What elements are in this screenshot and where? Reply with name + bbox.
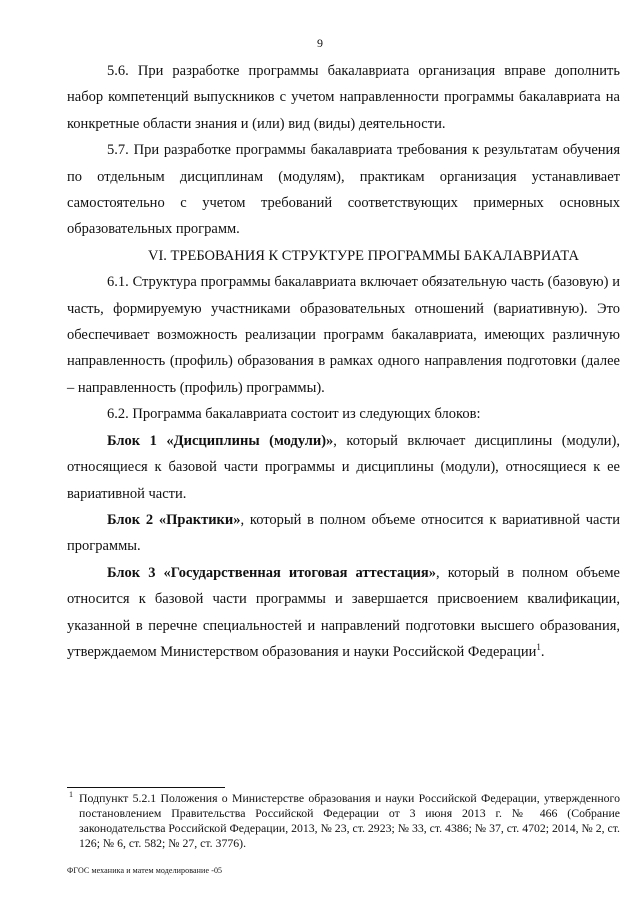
paragraph-5-7: 5.7. При разработке программы бакалавриата требования к результатам обучения по отдельным дисциплинам (модулям), практикам организация устанавливает самостоятельно с учетом требований соответствующих примерных основных образовательных программ.: [67, 142, 620, 238]
section-heading: VI. ТРЕБОВАНИЯ К СТРУКТУРЕ ПРОГРАММЫ БАКАЛАВРИАТА: [148, 247, 579, 264]
paragraph-6-1: 6.1. Структура программы бакалавриата включает обязательную часть (базовую) и часть, формируемую участниками образовательных отношений (вариативную). Это обеспечивает возможность реализации программ бакалавриата, имеющих различную направленность (профиль) образования в рамках одного направления подготовки (далее – направленность (профиль) программы).: [67, 274, 620, 396]
footer-label: ФГОС механика и матем моделирование -05: [67, 866, 223, 875]
block-3-title: Блок 3 «Государственная итоговая аттестация»: [107, 564, 437, 581]
paragraph-6-2: 6.2. Программа бакалавриата состоит из следующих блоков:: [107, 406, 481, 423]
paragraph-block-3: [67, 560, 620, 666]
page-number: 9: [317, 36, 323, 50]
block-1-text: , который включает дисциплины (модули), относящиеся к базовой части программы и дисциплины (модули), относящиеся к ее вариативной части.: [67, 432, 620, 502]
paragraph-block-2: [67, 507, 620, 560]
footnote-reference: 1: [536, 642, 541, 653]
paragraph-block-1: [67, 428, 620, 507]
footnote: [67, 791, 620, 851]
footnote-text: Подпункт 5.2.1 Положения о Министерстве образования и науки Российской Федерации, утвержденного постановлением Правительства Российской Федерации от 3 июня 2013 г. № 466 (Собрание законодательства Российской Федерации, 2013, № 23, ст. 2923; № 33, ст. 4386; № 37, ст. 4702; 2014, № 2, ст. 126; № 6, ст. 582; № 27, ст. 3776).: [79, 791, 620, 850]
block-2-text: , который в полном объеме относится к вариативной части программы.: [67, 511, 620, 555]
block-1-title: Блок 1 «Дисциплины (модули)»: [107, 432, 334, 449]
footnote-divider: [67, 787, 225, 788]
document-body: [67, 58, 620, 665]
paragraph-5-6: 5.6. При разработке программы бакалавриата организация вправе дополнить набор компетенций выпускников с учетом направленности программы бакалавриата на конкретные области знания и (или) вид (виды) деятельности.: [67, 63, 620, 132]
block-3-end: .: [540, 643, 545, 660]
footnote-mark: 1: [69, 790, 73, 799]
block-3-text: , который в полном объеме относится к базовой части программы и завершается присвоением квалификации, указанной в перечне специальностей и направлений подготовки высшего образования, утверждаемом Министерством образования и науки Российской Федерации: [67, 564, 620, 660]
block-2-title: Блок 2 «Практики»: [107, 511, 241, 528]
